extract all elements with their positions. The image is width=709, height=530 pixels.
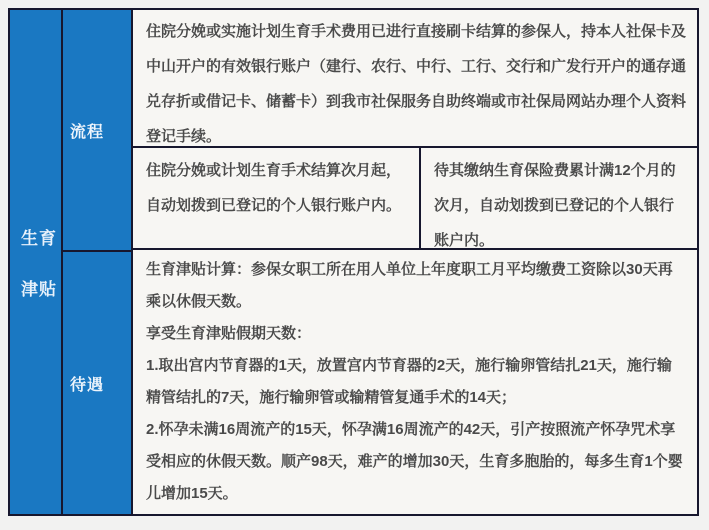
process-bottom-row [133, 148, 697, 250]
process-bottom-left-cell: 住院分娩或计划生育手术结算次月起，自动划拨到已登记的个人银行账户内。 [133, 148, 421, 248]
category-label-line1: 生育 [21, 229, 57, 248]
subheader-benefit-cell [63, 252, 131, 514]
benefit-label: 待遇 [70, 376, 105, 394]
benefit-paragraph-item1: 1.取出宫内节育器的1天，放置宫内节育器的2天，施行输卵管结扎21天，施行输精管结扎的7天，施行输卵管或输精管复通手术的14天； [146, 357, 672, 406]
maternity-benefit-table [8, 8, 699, 516]
subheader-process-cell [63, 10, 131, 252]
benefit-cell [133, 250, 697, 514]
category-label-line2: 津贴 [21, 280, 57, 299]
benefit-paragraph-item2: 2.怀孕未满16周流产的15天，怀孕满16周流产的42天，引产按照流产怀孕咒术享受相应的休假天数。顺产98天，难产的增加30天，生育多胞胎的，每多生育1个婴儿增加15天。 [146, 421, 683, 502]
benefit-paragraph-holiday-title: 享受生育津贴假期天数： [146, 325, 312, 342]
process-top-cell: 住院分娩或实施计划生育手术费用已进行直接刷卡结算的参保人，持本人社保卡及中山开户的有效银行账户（建行、农行、中行、工行、交行和广发行开户的通存通兑存折或借记卡、储蓄卡）到我市社保服务自助终端或市社保局网站办理个人资料登记手续。 [133, 10, 697, 148]
process-bottom-right-cell: 待其缴纳生育保险费累计满12个月的次月，自动划拨到已登记的个人银行账户内。 [434, 162, 676, 248]
process-label: 流程 [70, 123, 105, 141]
subheader-column [61, 10, 133, 514]
benefit-paragraph-calculation: 生育津贴计算：参保女职工所在用人单位上年度职工月平均缴费工资除以30天再乘以休假天数。 [146, 261, 673, 310]
content-column [133, 10, 697, 514]
category-cell [10, 10, 61, 514]
